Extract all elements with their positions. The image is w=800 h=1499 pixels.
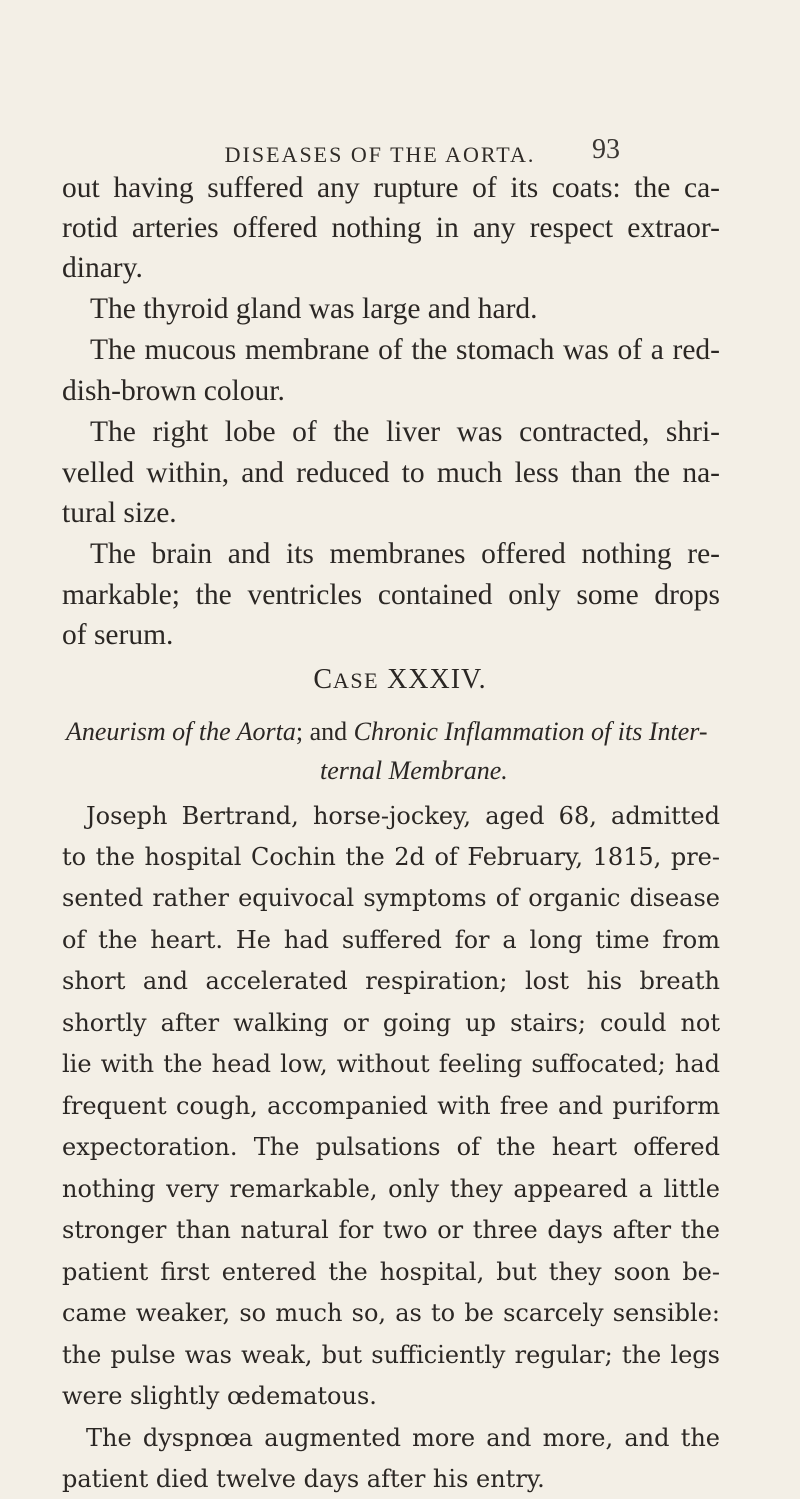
text-line: frequent cough, accompanied with free and puriform [62, 1092, 720, 1120]
text-line: The right lobe of the liver was contracted, shri- [90, 416, 720, 448]
text-line: to the hospital Cochin the 2d of February, 1815, pre- [62, 843, 720, 871]
text-line: expectoration. The pulsations of the heart offered [62, 1133, 720, 1161]
text-line: nothing very remarkable, only they appeared a little [62, 1175, 720, 1203]
text-line: The mucous membrane of the stomach was of a red- [90, 334, 720, 366]
case-heading-numeral: XXXIV. [379, 664, 487, 695]
running-head: DISEASES OF THE AORTA. [224, 142, 536, 167]
text-line: sented rather equivocal symptoms of organic disease [62, 884, 720, 912]
text-line: shortly after walking or going up stairs; could not [62, 1009, 720, 1037]
text-line: The thyroid gland was large and hard. [90, 293, 538, 325]
text-line: patient first entered the hospital, but they soon be- [62, 1258, 720, 1286]
text-line: lie with the head low, without feeling suffocated; had [62, 1050, 720, 1078]
case-heading [0, 664, 800, 696]
text-line: markable; the ventricles contained only some drops [62, 579, 720, 611]
text-line: patient died twelve days after his entry. [62, 1465, 545, 1493]
text-line: short and accelerated respiration; lost his breath [62, 967, 720, 995]
case-heading-initial: C [313, 664, 333, 695]
case-title-part: Chronic Inflammation of its Inter- [353, 717, 708, 746]
text-line: stronger than natural for two or three days after the [62, 1216, 720, 1244]
text-line: out having suffered any rupture of its coats: the ca- [62, 172, 720, 204]
text-line: of serum. [62, 619, 174, 651]
case-title-part: Aneurism of the Aorta [66, 717, 296, 746]
text-line: The dyspnœa augmented more and more, and the [86, 1424, 720, 1452]
page-number: 93 [592, 134, 620, 165]
text-block-top [62, 168, 720, 651]
text-line: dinary. [62, 252, 143, 284]
text-line: came weaker, so much so, as to be scarcely sensible: [62, 1299, 720, 1327]
case-title-line-2: ternal Membrane. [320, 756, 508, 785]
text-line: velled within, and reduced to much less than the na- [62, 457, 720, 489]
text-line: rotid arteries offered nothing in any respect extraor- [62, 212, 720, 244]
text-line: Joseph Bertrand, horse-jockey, aged 68, admitted [86, 802, 720, 830]
text-line: The brain and its membranes offered nothing re- [90, 538, 720, 570]
text-line: dish-brown colour. [62, 375, 285, 407]
text-line: the pulse was weak, but sufficiently regular; the legs [62, 1341, 720, 1369]
case-heading-smallcaps: ASE [333, 668, 380, 693]
case-title-part: ; and [295, 717, 354, 746]
text-block-case [62, 796, 720, 1496]
text-line: were slightly œdematous. [62, 1382, 377, 1410]
text-line: tural size. [62, 497, 177, 529]
text-line: of the heart. He had suffered for a long time from [62, 926, 720, 954]
case-title-line-1 [66, 717, 708, 747]
